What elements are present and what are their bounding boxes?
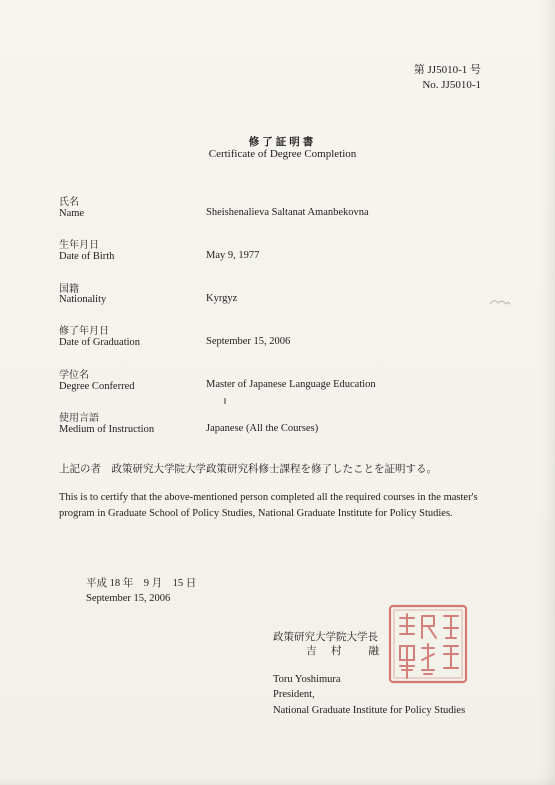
graduation-value: September 15, 2006 [206,336,291,347]
degree-label-en: Degree Conferred [59,381,135,392]
doc-number-ja: 第 JJ5010-1 号 [413,64,481,76]
graduation-label-en: Date of Graduation [59,337,141,348]
nationality-label-en: Nationality [59,294,107,305]
name-value: Sheishenalieva Saltanat Amanbekovna [206,207,369,218]
doc-number-en: No. JJ5010-1 [422,79,481,91]
statement-ja: 上記の者 政策研究大学院大学政策研究科修士課程を修了したことを証明する。 [59,464,437,475]
signatory-name-en: Toru Yoshimura [273,674,341,685]
issue-date-en: September 15, 2006 [86,593,171,604]
statement-en: This is to certify that the above-mentioned person completed all the required courses in the master's program in Graduate School of Policy Studies, National Graduate Institute for Policy Studies. [59,492,478,519]
signatory-title-en: President, [273,689,315,700]
paper-blemish-mark [488,296,512,308]
signatory-institution-en: National Graduate Institute for Policy Studies [273,705,466,716]
title-ja: 修了証明書 [248,137,317,148]
dob-value: May 9, 1977 [206,250,260,261]
nationality-value: Kyrgyz [206,293,238,304]
title-en: Certificate of Degree Completion [208,148,357,160]
name-label-en: Name [59,208,85,219]
nationality-label-ja: 国籍 [59,284,79,295]
medium-value: Japanese (All the Courses) [206,423,319,434]
signatory-title-ja: 政策研究大学院大学長 [273,632,378,643]
dob-label-en: Date of Birth [59,251,115,262]
dob-label-ja: 生年月日 [59,240,99,251]
signatory-name-ja: 吉 村 融 [306,646,381,657]
issue-date-ja: 平成 18 年 9 月 15 日 [86,578,197,589]
medium-label-ja: 使用言語 [59,413,99,424]
graduation-label-ja: 修了年月日 [59,326,109,337]
medium-label-en: Medium of Instruction [59,424,155,435]
official-seal-stamp [388,604,468,684]
name-label-ja: 氏名 [59,197,79,208]
degree-value: Master of Japanese Language Education [206,379,376,390]
degree-label-ja: 学位名 [59,370,89,381]
ink-dot-mark [222,397,228,405]
